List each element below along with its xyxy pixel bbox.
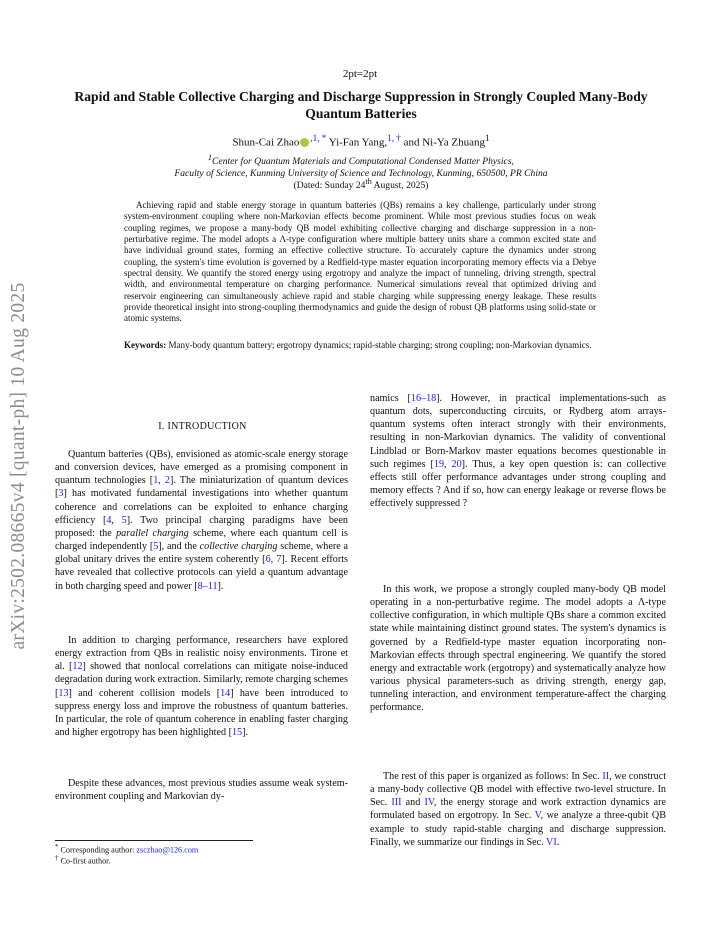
- abstract: Achieving rapid and stable energy storage in quantum batteries (QBs) remains a key challenge, particularly under strong system-environment coupling where non-Markovian effects become prominent. While most previous studies focus on weak coupling regimes, we propose a many-body QB model exhibiting collective charging and discharge suppression in a non-perturbative regime. The model adopts a Λ-type configuration where multiple battery units share a common excited state and have individual ground states, forming an effective collective structure. To accurately capture the dynamics under strong coupling, the system's time evolution is governed by a Redfield-type master equation incorporating memory effects via a Debye spectral density. We quantify the stored energy using ergotropy and analyze the impact of tunneling, driving strength, spectral width, and environmental temperature on charging performance. Numerical simulations reveal that optimized driving and reservoir engineering can simultaneously achieve rapid and stable charging while suppressing energy leakage. These results provide theoretical insight into strong-coupling thermodynamics and guide the design of robust QB platforms using solid-state or atomic systems.: [124, 200, 596, 324]
- section-link[interactable]: IV: [424, 797, 434, 809]
- section-link[interactable]: II: [602, 771, 610, 782]
- intro-paragraph-1: Quantum batteries (QBs), envisioned as atomic-scale energy storage and conversion devices, have emerged as a promising component in quantum technologies [1, 2]. The miniaturization of quantum devices [3] has motivated fundamental investigations into whether quantum coherence and correlations can be exploited to enhance charging efficiency [4, 5]. Two principal charging paradigms have been proposed: the parallel charging scheme, where each quantum cell is charged independently [5], and the collective charging scheme, where a global unitary drives the entire system coherently [6, 7]. Recent efforts have revealed that collective protocols can yield a quantum advantage in both charging speed and power [8–11].: [55, 449, 349, 592]
- keywords-label: Keywords:: [124, 340, 167, 350]
- author-1: Shun-Cai Zhao: [232, 136, 300, 149]
- section-heading: I. INTRODUCTION: [158, 421, 247, 432]
- citation-link[interactable]: 5: [153, 541, 159, 553]
- affiliation-line-2: Faculty of Science, Kunming University of Science and Technology, Kunming, 650500, PR China: [174, 168, 548, 180]
- citation-link[interactable]: 13: [58, 687, 69, 699]
- author-1-sup[interactable]: ,1, *: [310, 133, 327, 143]
- citation-link[interactable]: 7: [276, 554, 282, 566]
- arxiv-side-label: arXiv:2502.08665v4 [quant-ph] 10 Aug 2025: [8, 282, 29, 650]
- author-2: Yi-Fan Yang,: [326, 136, 388, 149]
- section-link[interactable]: III: [391, 797, 402, 809]
- author-list: [60, 133, 662, 149]
- orcid-icon[interactable]: [300, 138, 309, 147]
- citation-link[interactable]: 12: [72, 661, 83, 673]
- citation-link[interactable]: 20: [451, 458, 462, 470]
- email-link[interactable]: zsczhao@126.com: [136, 845, 199, 855]
- citation-link[interactable]: 6: [265, 554, 271, 566]
- citation-link[interactable]: 4: [106, 514, 112, 526]
- affiliation: [80, 152, 642, 180]
- affiliation-sup: 1: [208, 153, 213, 162]
- author-3-sup: 1: [484, 133, 490, 143]
- keywords: [124, 340, 596, 351]
- dated-suffix: August, 2025): [371, 180, 429, 192]
- citation-link[interactable]: 5: [121, 514, 127, 526]
- intro-paragraph-2: In addition to charging performance, researchers have explored energy extraction from QBs in realistic noisy environments. Tirone et al. [12] showed that nonlocal correlations can mitigate noise-induced degradation during work extraction. Similarly, remote charging schemes [13] and coherent collision models [14] have been introduced to suppress energy loss and improve the robustness of quantum batteries. In particular, the role of quantum coherence in enabling faster charging and higher ergotropy has been highlighted [15].: [55, 635, 348, 739]
- citation-link[interactable]: 2: [164, 475, 170, 487]
- author-3: and Ni-Ya Zhuang: [400, 136, 485, 149]
- section-link[interactable]: V: [534, 810, 541, 822]
- header-note: 2pt=2pt: [342, 68, 378, 80]
- author-2-sup[interactable]: 1, †: [387, 133, 401, 143]
- citation-link[interactable]: 15: [231, 727, 243, 739]
- intro-paragraph-3-cont: namics [16–18]. However, in practical implementations-such as quantum dots, superconducting circuits, or Rydberg atom arrays-quantum systems often interact strongly with their environments, resulting in non-Markovian dynamics. The validity of conventional Lindblad or Born-Markov master equations becomes questionable in such regimes [19, 20]. Thus, a key open question is: can collective effects still offer performance advantages under strong coupling and memory effects ? And if so, how can energy leakage or reverse flows be effectively suppressed ?: [370, 393, 666, 510]
- citation-link[interactable]: 14: [220, 687, 231, 699]
- citation-link[interactable]: 1: [153, 475, 159, 487]
- intro-paragraph-4: In this work, we propose a strongly coupled many-body QB model operating in a non-perturbative regime. The model adopts a Λ-type collective configuration, in which multiple QBs share a common excited state while maintaining distinct ground states. The system's dynamics is governed by a Redfield-type master equation incorporating non-Markovian effects through spectral engineering. We quantify the stored energy and extractable work (ergotropy) and systematically analyze how various physical parameters-such as driving strength, energy gap, tunneling interaction, and environment temperature-affect the charging performance.: [370, 584, 666, 714]
- affiliation-line-1: Center for Quantum Materials and Computational Condensed Matter Physics,: [212, 156, 514, 168]
- dated-prefix: (Dated: Sunday 24: [293, 180, 366, 192]
- citation-link[interactable]: 8–11: [197, 580, 218, 592]
- footnote-corresponding: * Corresponding author: zsczhao@126.com: [55, 844, 199, 855]
- dated-sup: th: [365, 177, 372, 186]
- citation-link[interactable]: 19: [433, 458, 445, 470]
- footnote-divider: [55, 840, 253, 841]
- section-link[interactable]: VI: [546, 836, 557, 848]
- intro-paragraph-3: Despite these advances, most previous studies assume weak system-environment coupling and Markovian dy-: [55, 778, 348, 803]
- dated-line: [80, 177, 642, 191]
- paper-title: Rapid and Stable Collective Charging and Discharge Suppression in Strongly Coupled Many-Body Quantum Batteries: [74, 89, 648, 121]
- footnote-cofirst: † Co-first author.: [55, 855, 111, 866]
- citation-link[interactable]: 3: [58, 488, 64, 500]
- keywords-text: Many-body quantum battery; ergotropy dynamics; rapid-stable charging; strong coupling; non-Markovian dynamics.: [166, 340, 592, 350]
- intro-paragraph-5: The rest of this paper is organized as follows: In Sec. II, we construct a many-body collective QB model with effective two-level structure. In Sec. III and IV, the energy storage and work extraction dynamics are formulated based on ergotropy. In Sec. V, we analyze a three-qubit QB example to study rapid-stable charging and discharge suppression. Finally, we summarize our findings in Sec. VI.: [370, 771, 667, 848]
- citation-link[interactable]: 16–18: [410, 393, 437, 404]
